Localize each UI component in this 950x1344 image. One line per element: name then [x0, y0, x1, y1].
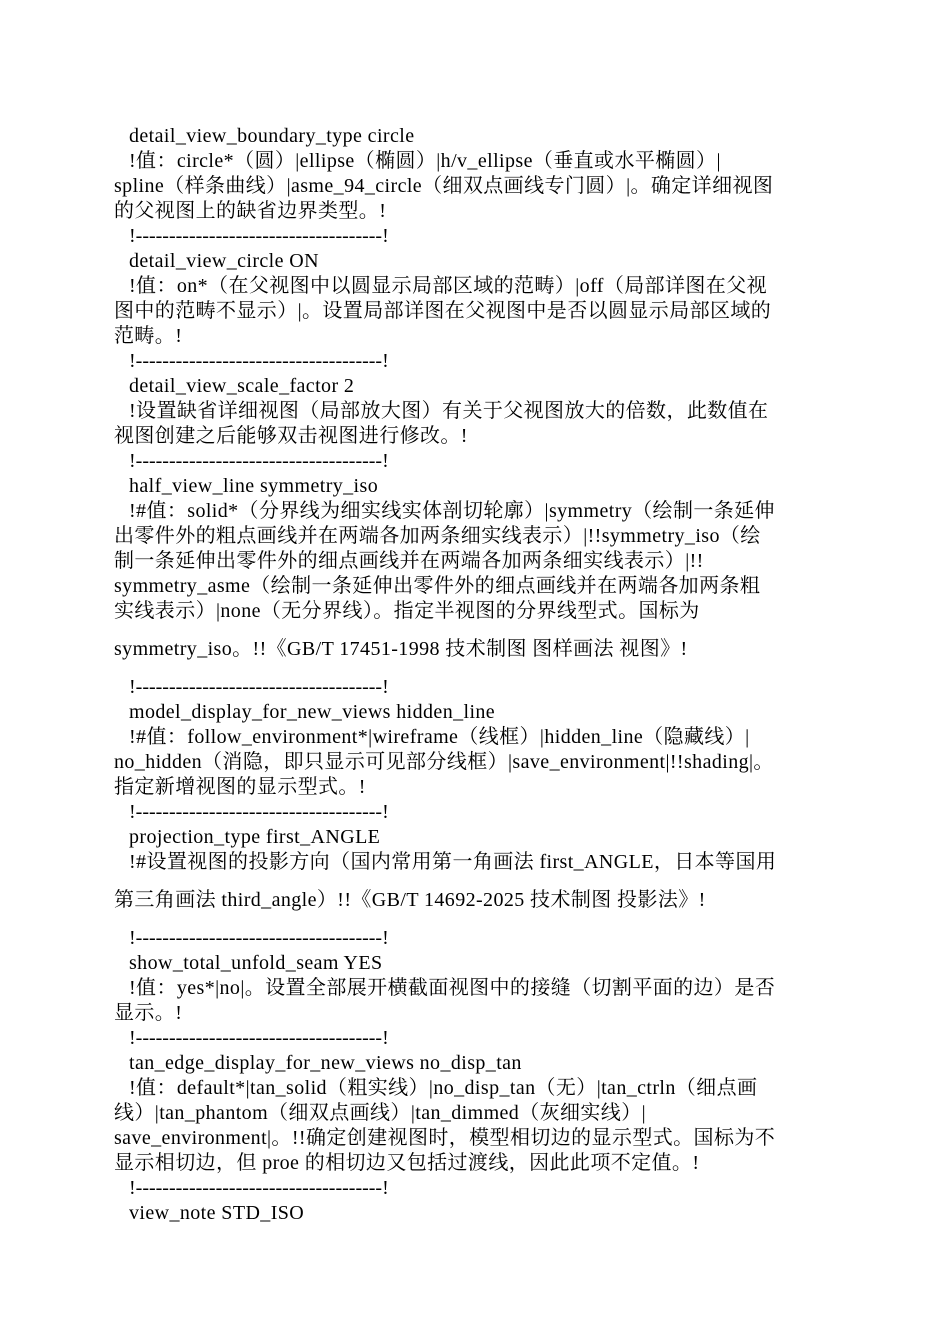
option-description-line: 出零件外的粗点画线并在两端各加两条细实线表示）|!!symmetry_iso（绘 [114, 525, 761, 547]
document-body [114, 124, 834, 1226]
option-name-detail-view-scale-factor: detail_view_scale_factor 2 [129, 375, 355, 397]
option-description-line: 指定新增视图的显示型式。! [114, 776, 366, 798]
option-description-line: 显示。! [114, 1002, 183, 1024]
separator-line: !-------------------------------------! [129, 1177, 389, 1199]
option-description-line: no_hidden（消隐，即只显示可见部分线框）|save_environment|!!shading|。 [114, 751, 774, 773]
option-name-view-note: view_note STD_ISO [129, 1202, 305, 1224]
option-description-line: 第三角画法 third_angle）!!《GB/T 14692-2025 技术制图 投影法》! [114, 889, 706, 911]
separator-line: !-------------------------------------! [129, 927, 389, 949]
option-name-detail-view-boundary-type: detail_view_boundary_type circle [129, 125, 415, 147]
option-name-show-total-unfold-seam: show_total_unfold_seam YES [129, 952, 383, 974]
option-description-line: 的父视图上的缺省边界类型。! [114, 200, 387, 222]
option-description-line: !#设置视图的投影方向（国内常用第一角画法 first_ANGLE，日本等国用 [129, 851, 777, 873]
option-description-line: !#值：follow_environment*|wireframe（线框）|hidden_line（隐藏线）| [129, 726, 750, 748]
option-name-detail-view-circle: detail_view_circle ON [129, 250, 319, 272]
separator-line: !-------------------------------------! [129, 225, 389, 247]
option-description-line: symmetry_iso。!!《GB/T 17451-1998 技术制图 图样画法 视图》! [114, 638, 688, 660]
option-description-line: 图中的范畴不显示）|。设置局部详图在父视图中是否以圆显示局部区域的 [114, 300, 772, 322]
separator-line: !-------------------------------------! [129, 801, 389, 823]
option-description-line: spline（样条曲线）|asme_94_circle（细双点画线专门圆）|。确定详细视图 [114, 175, 774, 197]
option-name-projection-type: projection_type first_ANGLE [129, 826, 381, 848]
separator-line: !-------------------------------------! [129, 450, 389, 472]
option-name-model-display-for-new-views: model_display_for_new_views hidden_line [129, 701, 496, 723]
option-description-line: 实线表示）|none（无分界线）。指定半视图的分界线型式。国标为 [114, 600, 700, 622]
option-description-line: symmetry_asme（绘制一条延伸出零件外的细点画线并在两端各加两条粗 [114, 575, 761, 597]
option-description-line: !#值：solid*（分界线为细实线实体剖切轮廓）|symmetry（绘制一条延伸 [129, 500, 775, 522]
option-description-line: 范畴。! [114, 325, 183, 347]
option-description-line: 显示相切边，但 proe 的相切边又包括过渡线，因此此项不定值。! [114, 1152, 700, 1174]
separator-line: !-------------------------------------! [129, 1027, 389, 1049]
option-description-line: 制一条延伸出零件外的细点画线并在两端各加两条细实线表示）|!! [114, 550, 704, 572]
option-description-line: !值：on*（在父视图中以圆显示局部区域的范畴）|off（局部详图在父视 [129, 275, 768, 297]
option-description-line: !值：circle*（圆）|ellipse（椭圆）|h/v_ellipse（垂直或水平椭圆）| [129, 150, 721, 172]
option-description-line: !值：yes*|no|。设置全部展开横截面视图中的接缝（切割平面的边）是否 [129, 977, 776, 999]
option-description-line: 线）|tan_phantom（细双点画线）|tan_dimmed（灰细实线）| [114, 1102, 647, 1124]
option-name-half-view-line: half_view_line symmetry_iso [129, 475, 379, 497]
option-name-tan-edge-display-for-new-views: tan_edge_display_for_new_views no_disp_tan [129, 1052, 522, 1074]
separator-line: !-------------------------------------! [129, 350, 389, 372]
option-description-line: 视图创建之后能够双击视图进行修改。! [114, 425, 468, 447]
option-description-line: !设置缺省详细视图（局部放大图）有关于父视图放大的倍数，此数值在 [129, 400, 769, 422]
option-description-line: save_environment|。!!确定创建视图时，模型相切边的显示型式。国标为不 [114, 1127, 776, 1149]
separator-line: !-------------------------------------! [129, 676, 389, 698]
option-description-line: !值：default*|tan_solid（粗实线）|no_disp_tan（无）|tan_ctrln（细点画 [129, 1077, 758, 1099]
